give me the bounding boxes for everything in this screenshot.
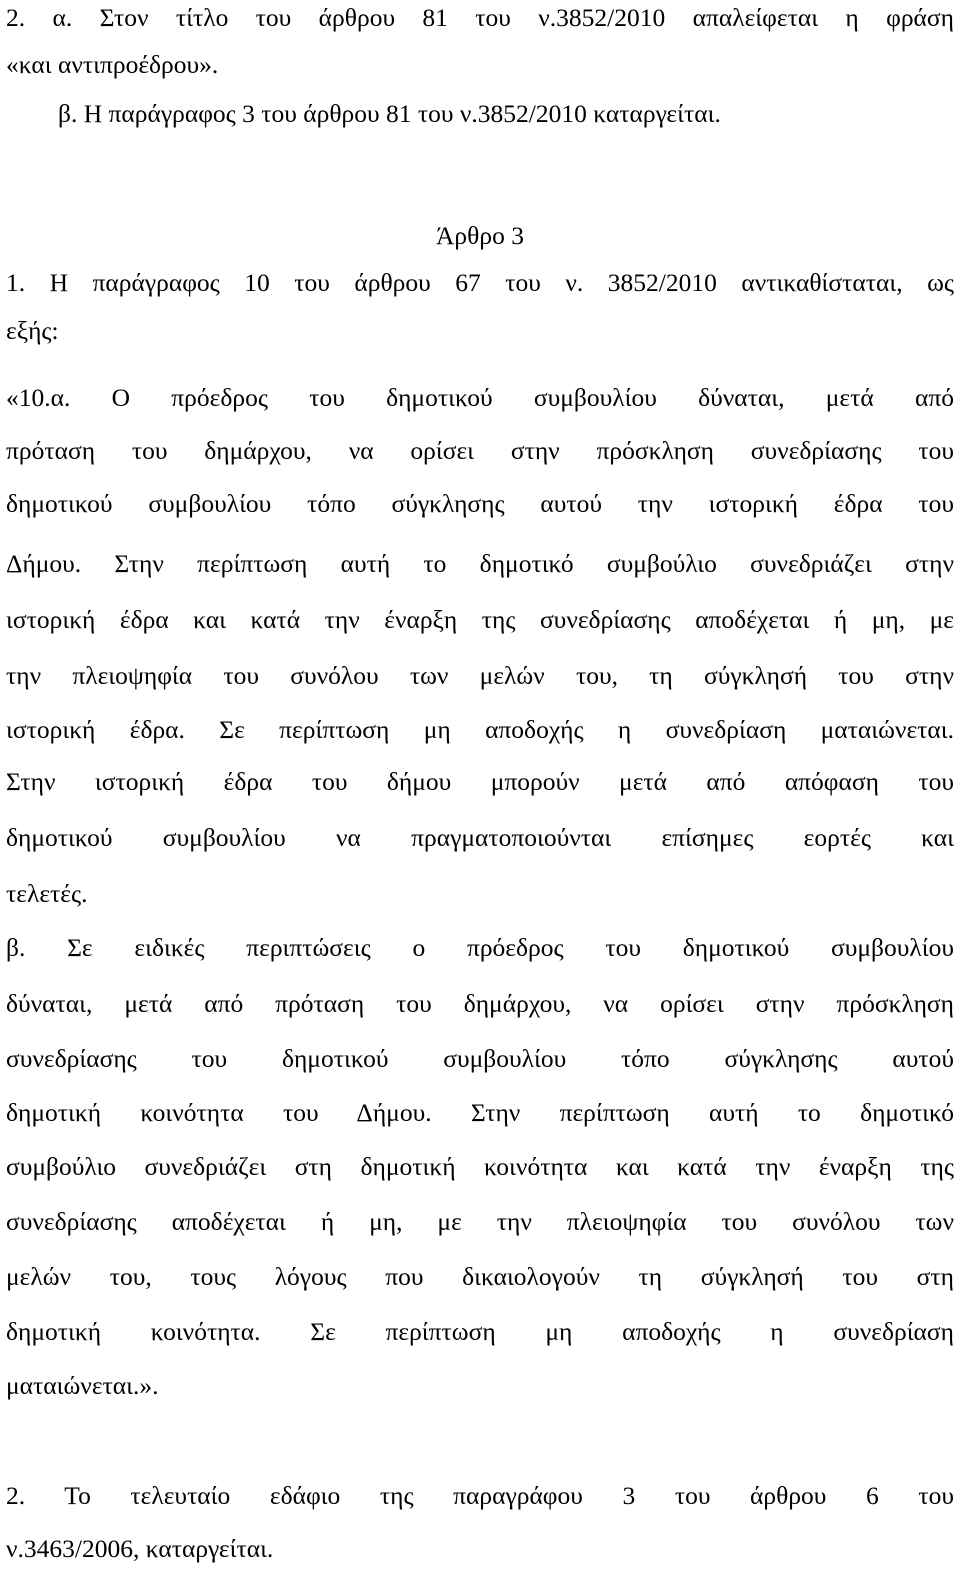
item-2b: β. Η παράγραφος 3 του άρθρου 81 του ν.3852/2010 καταργείται. bbox=[58, 99, 721, 128]
art3-10a-line: «10.α. Ο πρόεδρος του δημοτικού συμβουλίου δύναται, μετά από bbox=[6, 383, 954, 412]
art3-10a-line: ιστορική έδρα και κατά την έναρξη της συνεδρίασης αποδέχεται ή μη, με bbox=[6, 605, 954, 634]
art3-10a-line: δημοτικού συμβουλίου να πραγματοποιούνται επίσημες εορτές και bbox=[6, 823, 954, 852]
art3-10a-line: την πλειοψηφία του συνόλου των μελών του, τη σύγκλησή του στην bbox=[6, 661, 954, 690]
art3-p1-line-1: 1. Η παράγραφος 10 του άρθρου 67 του ν. 3852/2010 αντικαθίσταται, ως bbox=[6, 268, 954, 297]
art3-10a-line: Δήμου. Στην περίπτωση αυτή το δημοτικό συμβούλιο συνεδριάζει στην bbox=[6, 549, 954, 578]
art3-10b-line: μελών του, τους λόγους που δικαιολογούν τη σύγκλησή του στη bbox=[6, 1262, 954, 1291]
art3-10b-last-line: ματαιώνεται.». bbox=[6, 1371, 159, 1400]
art3-10b-line: συνεδρίασης αποδέχεται ή μη, με την πλειοψηφία του συνόλου των bbox=[6, 1207, 954, 1236]
art3-10b-line: δημοτική κοινότητα. Σε περίπτωση μη αποδοχής η συνεδρίαση bbox=[6, 1317, 954, 1346]
art3-10a-line: δημοτικού συμβουλίου τόπο σύγκλησης αυτού την ιστορική έδρα του bbox=[6, 489, 954, 518]
art3-10b-line: β. Σε ειδικές περιπτώσεις ο πρόεδρος του δημοτικού συμβουλίου bbox=[6, 933, 954, 962]
art3-p2-line-2: ν.3463/2006, καταργείται. bbox=[6, 1534, 274, 1563]
art3-10a-line: πρόταση του δημάρχου, να ορίσει στην πρόσκληση συνεδρίασης του bbox=[6, 436, 954, 465]
art3-10b-line: συνεδρίασης του δημοτικού συμβουλίου τόπο σύγκλησης αυτού bbox=[6, 1044, 954, 1073]
art3-10a-line: Στην ιστορική έδρα του δήμου μπορούν μετά από απόφαση του bbox=[6, 767, 954, 796]
art3-10b-line: δημοτική κοινότητα του Δήμου. Στην περίπτωση αυτή το δημοτικό bbox=[6, 1098, 954, 1127]
article-heading: Άρθρο 3 bbox=[436, 221, 524, 250]
item-2a-line-1: 2. α. Στον τίτλο του άρθρου 81 του ν.3852/2010 απαλείφεται η φράση bbox=[6, 3, 954, 32]
art3-10b-line: συμβούλιο συνεδριάζει στη δημοτική κοινότητα και κατά την έναρξη της bbox=[6, 1152, 954, 1181]
art3-10b-line: δύναται, μετά από πρόταση του δημάρχου, να ορίσει στην πρόσκληση bbox=[6, 989, 954, 1018]
art3-10a-line: ιστορική έδρα. Σε περίπτωση μη αποδοχής η συνεδρίαση ματαιώνεται. bbox=[6, 715, 954, 744]
item-2a-line-2: «και αντιπροέδρου». bbox=[6, 50, 219, 79]
art3-10a-last-line: τελετές. bbox=[6, 879, 88, 908]
art3-p1-line-2: εξής: bbox=[6, 316, 59, 345]
art3-p2-line-1: 2. Το τελευταίο εδάφιο της παραγράφου 3 του άρθρου 6 του bbox=[6, 1481, 954, 1510]
